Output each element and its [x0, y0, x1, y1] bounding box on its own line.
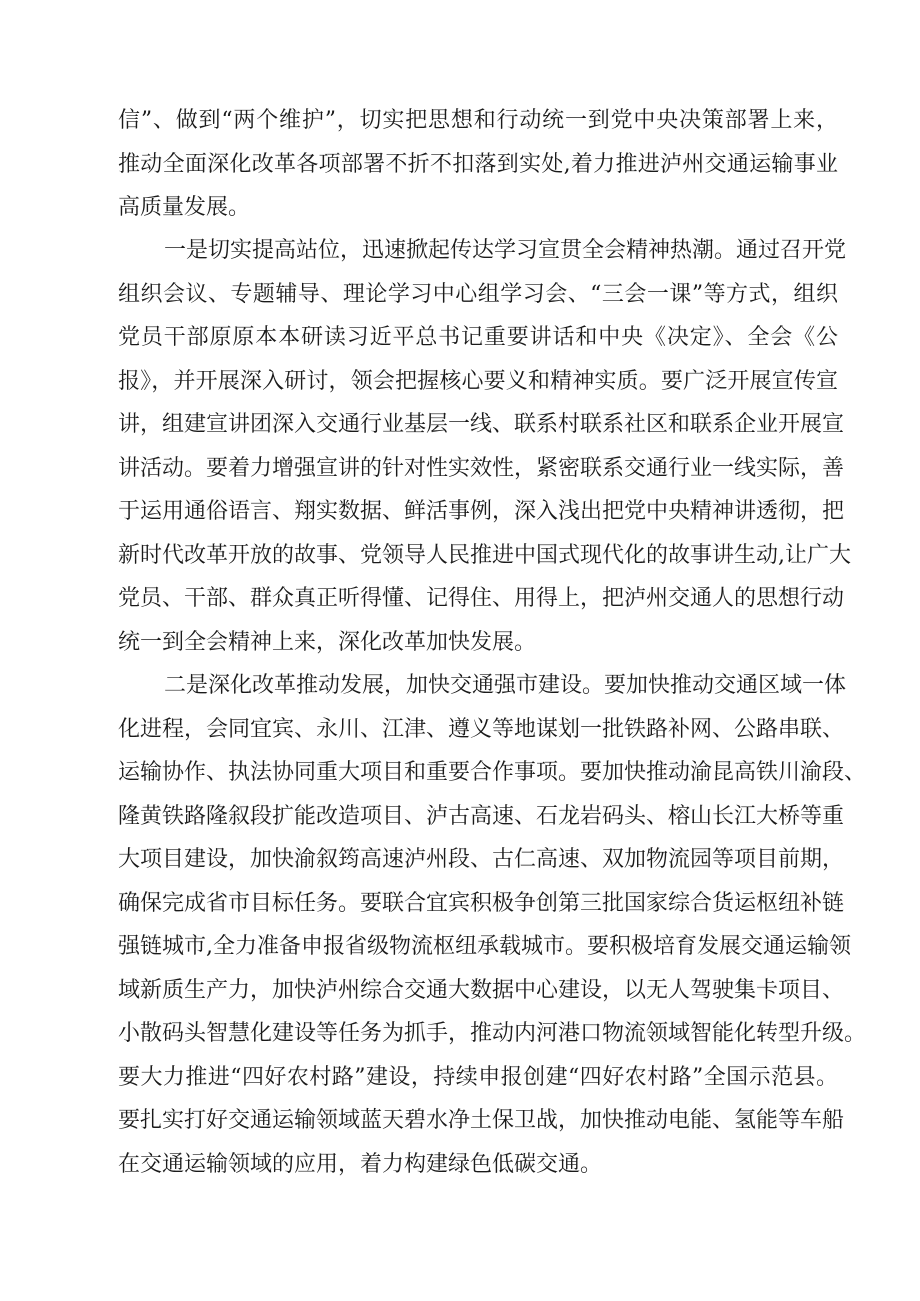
text-line: 大项目建设，加快渝叙筠高速泸州段、古仁高速、双加物流园等项目前期，: [118, 847, 845, 872]
text-line: 要扎实打好交通运输领域蓝天碧水净土保卫战，加快推动电能、氢能等车船: [118, 1108, 845, 1133]
text-line: 于运用通俗语言、翔实数据、鲜活事例，深入浅出把党中央精神讲透彻，把: [118, 499, 845, 524]
text-line: 一是切实提高站位，迅速掀起传达学习宣贯全会精神热潮。通过召开党: [164, 238, 847, 263]
text-line: 强链城市,全力准备申报省级物流枢纽承载城市。要积极培育发展交通运输领: [118, 934, 851, 959]
text-line: 党员干部原原本本研读习近平总书记重要讲话和中央《决定》、全会《公: [118, 325, 838, 350]
text-line: 运输协作、执法协同重大项目和重要合作事项。要加快推动渝昆高铁川渝段、: [118, 760, 867, 785]
paragraph-point-one: [118, 229, 851, 664]
text-line: 在交通运输领域的应用，着力构建绿色低碳交通。: [118, 1151, 603, 1177]
text-line: 隆黄铁路隆叙段扩能改造项目、泸古高速、石龙岩码头、榕山长江大桥等重: [118, 803, 845, 829]
text-line: 高质量发展。: [118, 195, 251, 220]
text-line: 统一到全会精神上来，深化改革加快发展。: [118, 629, 537, 655]
text-line: 报》，并开展深入研讨，领会把握核心要义和精神实质。要广泛开展宣传宣: [118, 368, 838, 394]
text-line: 新时代改革开放的故事、党领导人民推进中国式现代化的故事讲生动,让广大: [118, 542, 851, 568]
paragraph-intro-continuation: [118, 99, 838, 230]
text-line: 讲活动。要着力增强宣讲的针对性实效性，紧密联系交通行业一线实际，善: [118, 455, 845, 481]
text-line: 化进程，会同宜宾、永川、江津、遵义等地谋划一批铁路补网、公路串联、: [118, 716, 845, 742]
text-line: 域新质生产力，加快泸州综合交通大数据中心建设，以无人驾驶集卡项目、: [118, 977, 845, 1003]
text-line: 党员、干部、群众真正听得懂、记得住、用得上，把泸州交通人的思想行动: [118, 586, 845, 611]
text-line: 二是深化改革推动发展，加快交通强市建设。要加快推动交通区域一体: [164, 673, 847, 698]
text-line: 推动全面深化改革各项部署不折不扣落到实处,着力推进泸州交通运输事业: [118, 151, 838, 177]
text-line: 讲，组建宣讲团深入交通行业基层一线、联系村联系社区和联系企业开展宣: [118, 412, 845, 437]
text-line: 要大力推进“四好农村路”建设，持续申报创建“四好农村路”全国示范县。: [118, 1064, 838, 1090]
paragraph-point-two: [118, 664, 867, 1186]
text-line: 组织会议、专题辅导、理论学习中心组学习会、“三会一课”等方式，组织: [118, 281, 838, 307]
text-line: 信”、做到“两个维护”，切实把思想和行动统一到党中央决策部署上来，: [118, 108, 838, 133]
text-line: 小散码头智慧化建设等任务为抓手，推动内河港口物流领域智能化转型升级。: [118, 1021, 867, 1046]
text-line: 确保完成省市目标任务。要联合宜宾积极争创第三批国家综合货运枢纽补链: [118, 890, 845, 916]
